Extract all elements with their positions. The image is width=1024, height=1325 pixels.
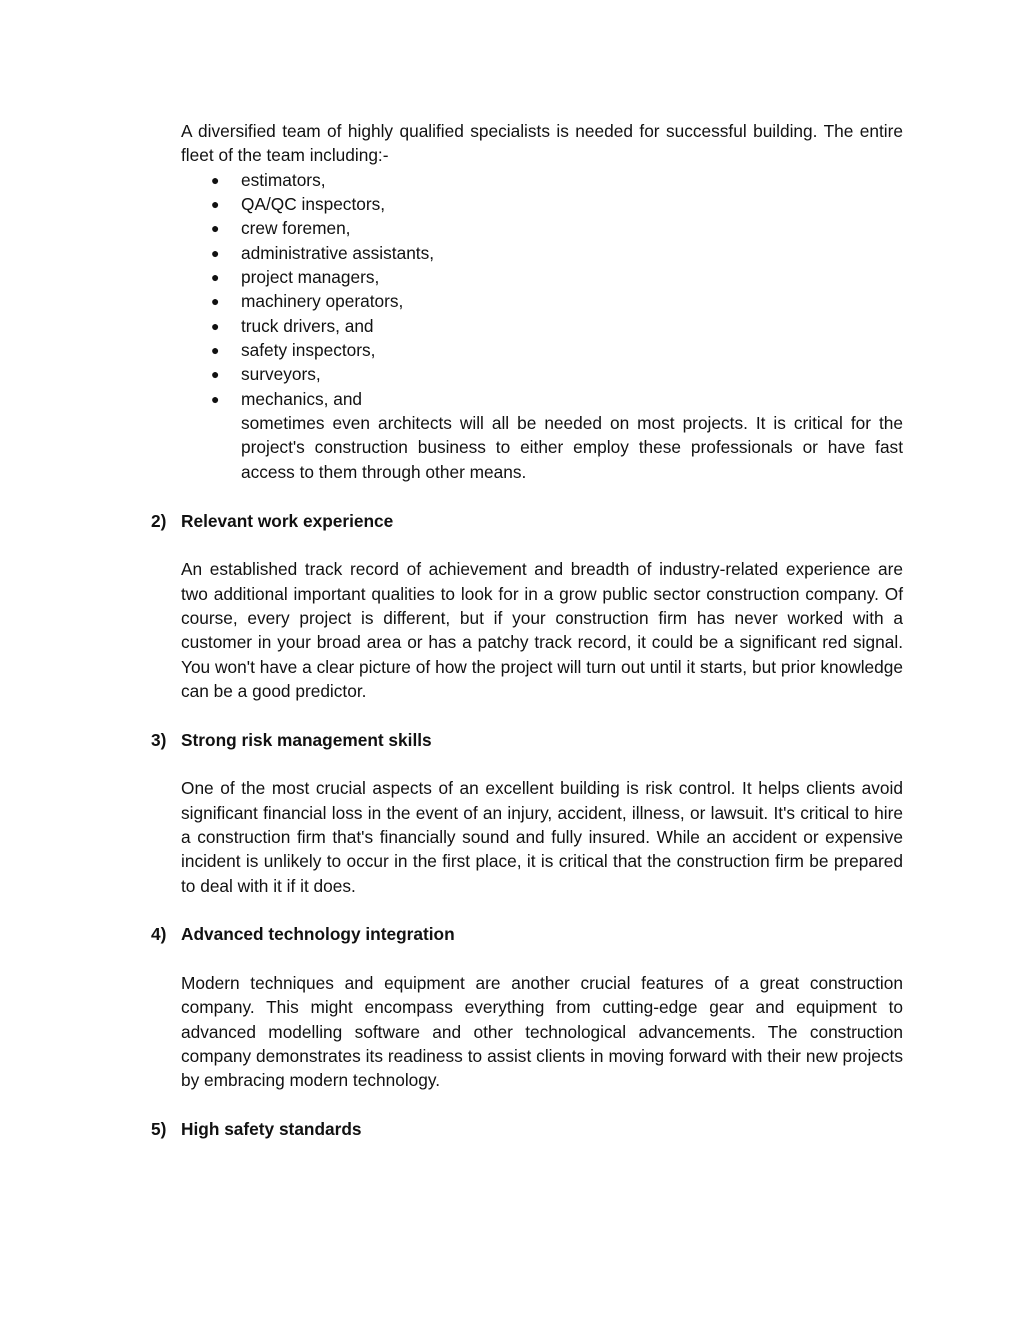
section-title: High safety standards bbox=[181, 1119, 362, 1140]
list-item: ● mechanics, and bbox=[181, 387, 903, 411]
list-item: ● safety inspectors, bbox=[181, 338, 903, 362]
bullet-icon: ● bbox=[211, 244, 220, 261]
bullet-icon: ● bbox=[211, 342, 220, 359]
bullet-icon: ● bbox=[211, 293, 220, 310]
bullet-icon: ● bbox=[211, 390, 220, 407]
section-title: Strong risk management skills bbox=[181, 729, 432, 750]
section-heading-2 bbox=[151, 509, 903, 533]
section-heading-3 bbox=[151, 728, 903, 752]
section-body-2: An established track record of achievement and breadth of industry-related experience are two additional important qualities to look for in a grow public sector construction company. Of course, every project is different, but if your construction firm has never worked with a customer in your broad area or has a patchy track record, it could be a significant red signal. You won't have a clear picture of how the project will turn out until it starts, but prior knowledge can be a good predictor. bbox=[181, 559, 903, 701]
section-number: 5) bbox=[151, 1119, 167, 1140]
list-item: ● QA/QC inspectors, bbox=[181, 192, 903, 216]
section-heading-5 bbox=[151, 1117, 903, 1141]
bullet-icon: ● bbox=[211, 269, 220, 286]
list-item: ● administrative assistants, bbox=[181, 241, 903, 265]
section-heading-4 bbox=[151, 922, 903, 946]
list-item: ● project managers, bbox=[181, 265, 903, 289]
section-title: Advanced technology integration bbox=[181, 924, 455, 945]
section-number: 4) bbox=[151, 924, 167, 945]
specialist-list bbox=[181, 168, 903, 411]
list-item: ● machinery operators, bbox=[181, 289, 903, 313]
section-body-3: One of the most crucial aspects of an excellent building is risk control. It helps clients avoid significant financial loss in the event of an injury, accident, illness, or lawsuit. It's critical to hire a construction firm that's financially sound and fully insured. While an accident or expensive incident is unlikely to occur in the first place, it is critical that the construction firm be prepared to deal with it if it does. bbox=[181, 778, 903, 896]
bullet-icon: ● bbox=[211, 220, 220, 237]
list-item: ● surveyors, bbox=[181, 362, 903, 386]
intro-paragraph: A diversified team of highly qualified specialists is needed for successful building. The entire fleet of the team including:- bbox=[181, 121, 903, 166]
bullet-icon: ● bbox=[211, 196, 220, 213]
section-body-4: Modern techniques and equipment are another crucial features of a great construction company. This might encompass everything from cutting-edge gear and equipment to advanced modelling software and other technological advancements. The construction company demonstrates its readiness to assist clients in moving forward with their new projects by embracing modern technology. bbox=[181, 973, 903, 1091]
document-page bbox=[151, 119, 903, 1166]
list-item: ● truck drivers, and bbox=[181, 314, 903, 338]
bullet-icon: ● bbox=[211, 366, 220, 383]
list-item: ● estimators, bbox=[181, 168, 903, 192]
bullet-icon: ● bbox=[211, 171, 220, 188]
list-item: ● crew foremen, bbox=[181, 216, 903, 240]
list-continuation: sometimes even architects will all be needed on most projects. It is critical for the project's construction business to either employ these professionals or have fast access to them through other means. bbox=[241, 413, 903, 482]
section-number: 2) bbox=[151, 510, 167, 531]
section-title: Relevant work experience bbox=[181, 510, 394, 531]
bullet-icon: ● bbox=[211, 317, 220, 334]
section-number: 3) bbox=[151, 729, 167, 750]
